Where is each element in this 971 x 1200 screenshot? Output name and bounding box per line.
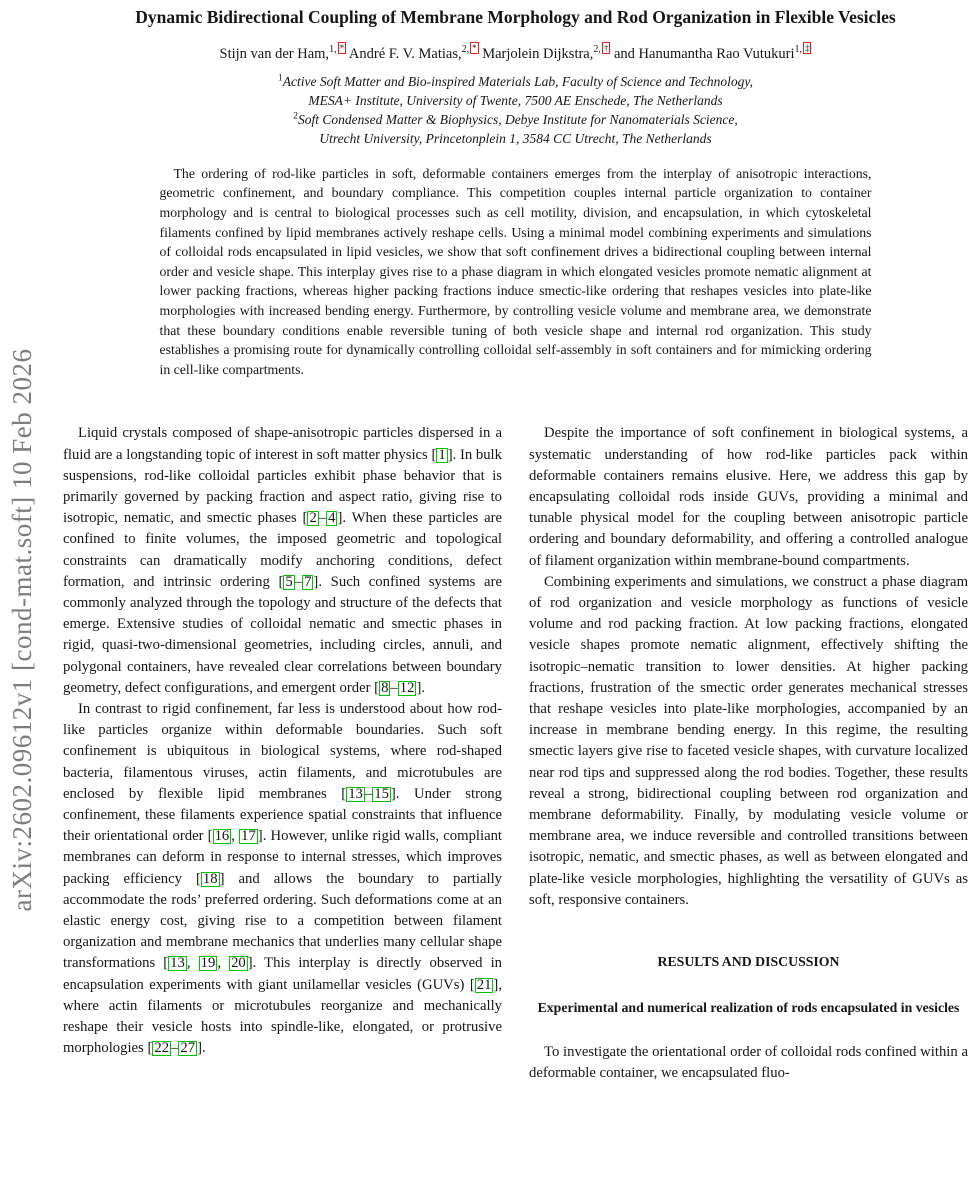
citation-link[interactable]: 12 <box>399 679 415 696</box>
citation-link[interactable]: 1 <box>438 446 446 463</box>
author-footnote-link[interactable]: * <box>339 43 345 53</box>
right-column <box>529 423 968 1084</box>
author-affiliation-superscript: 2, * <box>461 43 477 55</box>
paper-title: Dynamic Bidirectional Coupling of Membrane Morphology and Rod Organization in Flexible Vesicles <box>135 7 896 27</box>
citation-link[interactable]: 21 <box>476 976 492 993</box>
affiliation-line: $^2$Soft Condensed Matter & Biophysics, Debye Institute for Nanomaterials Science, <box>293 111 738 127</box>
body-paragraph: Combining experiments and simulations, we construct a phase diagram of rod organization and vesicle morphology as functions of vesicle volume and rod packing fraction. At low packing fractions, elongated vesicle shapes promote nematic alignment, effectively shifting the isotropic–nematic transition to lower densities. At higher packing fractions, frustration of the smectic order generates mechanical stresses that reshape vesicles into plate-like morphologies, accompanied by an increase in membrane bending energy. In this regime, the resulting smectic layers give rise to faceted vesicle shapes, with curvature localized near rod tips and suppressed along the rod bodies. Together, these results reveal a strong, bidirectional coupling between rod organization and membrane deformability. Finally, by modulating vesicle volume or membrane area, we induce reversible and controlled transitions between isotropic, nematic, and smectic phases, as well as between elongated and plate-like vesicle morphologies, highlighting the versatility of GUVs as soft, responsive containers. <box>529 573 968 908</box>
body-paragraph: To investigate the orientational order of colloidal rods confined within a deformable container, we encapsulated fluo- <box>529 1044 968 1082</box>
arxiv-watermark: arXiv:2602.09612v1 [cond-mat.soft] 10 Feb 2026 <box>7 348 37 912</box>
citation-link[interactable]: 8 <box>381 679 389 696</box>
body-columns <box>63 423 968 1084</box>
subsection-heading: Experimental and numerical realization of rods encapsulated in vesicles <box>537 1000 960 1016</box>
affiliation-line: MESA+ Institute, University of Twente, 7500 AE Enschede, The Netherlands <box>308 92 723 108</box>
abstract: The ordering of rod-like particles in soft, deformable containers emerges from the interplay of anisotropic interactions, geometric confinement, and boundary compliance. This competition couples internal particle organization to container morphology and is central to biological processes such as cell motility, division, and encapsulation, in which cytoskeletal filaments confined by lipid membranes actively reshape cells. Using a minimal model combining experiments and simulations of colloidal rods encapsulated in lipid vesicles, we show that soft confinement drives a bidirectional coupling between internal order and vesicle shape. This interplay gives rise to a phase diagram in which elongated vesicles promote nematic alignment at lower packing fractions, whereas higher packing fractions induce smectic-like ordering that reshapes vesicles into plate-like morphologies with increased bending energy. Furthermore, by controlling vesicle volume and membrane area, we demonstrate that these boundary conditions enable reversible tuning of both vesicle shape and internal rod organization. This study establishes a promising route for dynamically controlling colloidal self-assembly in soft containers and for mimicking ordering in cell-like compartments. <box>159 165 872 377</box>
paper-content <box>63 0 968 1084</box>
citation-link[interactable]: 18 <box>202 870 218 887</box>
citation-link[interactable]: 13 <box>170 955 185 972</box>
citation-link[interactable]: 17 <box>241 828 256 845</box>
section-heading: RESULTS AND DISCUSSION <box>657 954 840 970</box>
affiliation-line: $^1$Active Soft Matter and Bio-inspired Materials Lab, Faculty of Science and Technology, <box>277 73 754 89</box>
author-footnote-link[interactable]: ‡ <box>804 43 810 53</box>
citation-link[interactable]: 16 <box>214 828 230 845</box>
citation-link[interactable]: 7 <box>304 573 312 590</box>
affiliation-superscript: 2 <box>293 111 298 122</box>
affiliation-superscript: 1 <box>277 73 283 84</box>
citation-link[interactable]: 19 <box>200 955 216 972</box>
affiliation-line: Utrecht University, Princetonplein 1, 3584 CC Utrecht, The Netherlands <box>319 130 712 146</box>
body-paragraph: Despite the importance of soft confinement in biological systems, a systematic understanding of how rod-like particles pack within deformable containers remains elusive. Here, we address this gap by encapsulating colloidal rods inside GUVs, providing a minimal and tunable physical model for the coupling between anisotropic particle ordering and boundary deformability, and offering a controlled analogue of filament organization within membrane-bound compartments. <box>529 425 968 569</box>
author-name: Stijn van der Ham,$^{1, *}$ <box>219 43 345 62</box>
author-footnote-link[interactable]: * <box>472 43 477 53</box>
right-column-paragraphs <box>529 423 968 911</box>
author-name: André F. V. Matias,$^{2, *}$ <box>346 43 477 62</box>
citation-link[interactable]: 22 <box>154 1040 170 1057</box>
citation-link[interactable]: 13 <box>348 785 363 802</box>
author-footnote-link[interactable]: † <box>603 43 609 53</box>
author-name: and Hanumantha Rao Vutukuri$^{1, \ddagger}$ <box>610 43 810 62</box>
author-line <box>63 42 968 64</box>
body-paragraph: In contrast to rigid confinement, far less is understood about how rod-like particles organize within deformable boundaries. Such soft confinement is ubiquitous in biological systems, where rod-shaped bacteria, filamentous viruses, actin filaments, and microtubules are enclosed by flexible lipid membranes [ 13 – 15 ]. Under strong confinement, these filaments experience spatial constraints that influence their orientational order [ 16 , 17 ]. However, unlike rigid walls, compliant membranes can deform in response to internal stresses, which improves packing efficiency [ 18 ] and allows the boundary to partially accommodate the rods’ preferred ordering. Such deformations come at an elastic energy cost, giving rise to a competition between filament organization and membrane mechanics that underlies many cellular shape transformations [ 13 , 19 , 20 ]. This interplay is directly observed in encapsulation experiments with giant unilamellar vesicles (GUVs) [ 21 ], where actin filaments or microtubules reorganize and mechanically reshape their vesicle hosts into spindle-like, elongated, or protrusive morphologies [ 22 – 27 ]. <box>63 701 503 1057</box>
citation-link[interactable]: 2 <box>309 510 317 527</box>
body-paragraph: Liquid crystals composed of shape-anisotropic particles dispersed in a fluid are a longstanding topic of interest in soft matter physics [ 1 ]. In bulk suspensions, rod-like colloidal particles exhibit phase behavior that is primarily governed by packing fraction and aspect ratio, giving rise to isotropic, nematic, and smectic phases [ 2 – 4 ]. When these particles are confined to finite volumes, the imposed geometric and topological constraints can dramatically modify anchoring conditions, defect formation, and intrinsic ordering [ 5 – 7 ]. Such confined systems are commonly analyzed through the topology and structure of the defects that emerge. Extensive studies of colloidal nematic and smectic phases in rigid, quasi-two-dimensional geometries, including circles, annuli, and polygonal containers, have revealed clear correlations between boundary geometry, defect configurations, and emergent order [ 8 – 12 ]. <box>63 425 502 696</box>
citation-link[interactable]: 4 <box>328 510 336 527</box>
affiliations-block <box>63 72 968 148</box>
author-affiliation-superscript: 1, ‡ <box>794 43 810 55</box>
author-affiliation-superscript: 2, † <box>593 43 609 55</box>
citation-link[interactable]: 15 <box>374 785 389 802</box>
author-name: Marjolein Dijkstra,$^{2, \dagger}$ <box>478 43 609 62</box>
citation-link[interactable]: 27 <box>180 1040 196 1057</box>
left-column <box>63 423 502 1084</box>
author-affiliation-superscript: 1, * <box>329 43 345 55</box>
citation-link[interactable]: 20 <box>231 955 246 972</box>
citation-link[interactable]: 5 <box>285 573 293 590</box>
